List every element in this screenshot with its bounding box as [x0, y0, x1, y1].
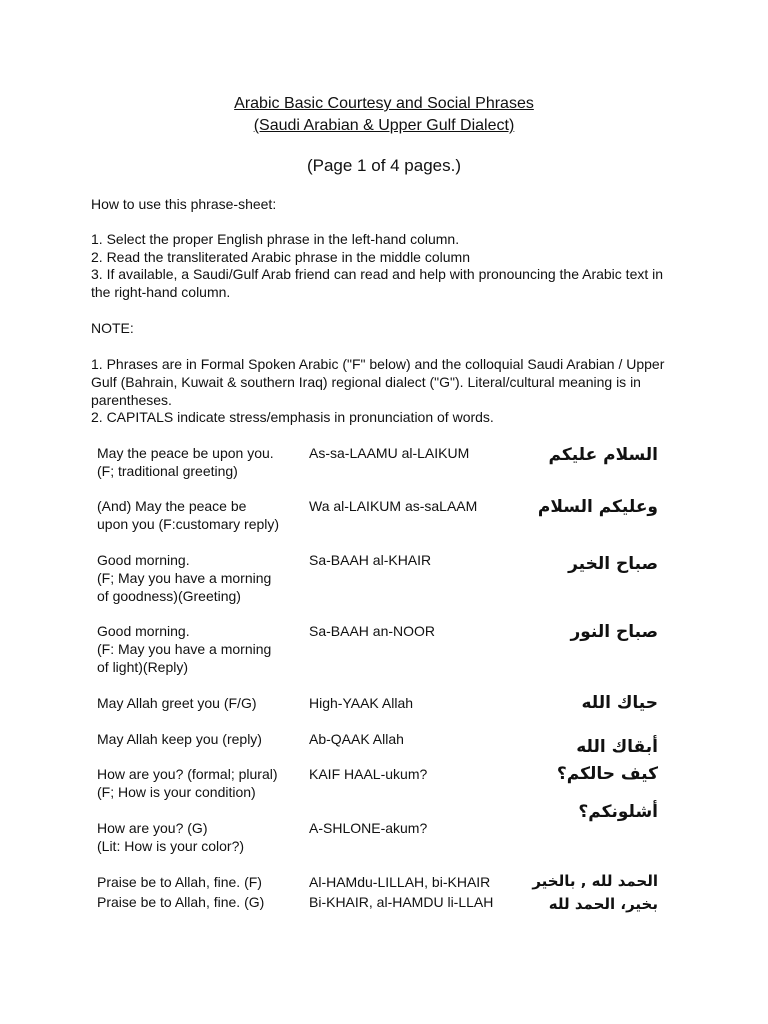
- instruction-step: 3. If available, a Saudi/Gulf Arab friend can read and help with pronouncing the Arabic text in the right-hand column.: [91, 266, 664, 300]
- english-phrase: Good morning.: [97, 623, 190, 639]
- english-phrase-note: upon you (F:customary reply): [97, 516, 280, 532]
- instruction-step: 1. Select the proper English phrase in the left-hand column.: [91, 231, 460, 247]
- arabic-text: كيف حالكم؟: [556, 764, 658, 784]
- english-phrase: May Allah keep you (reply): [97, 731, 262, 747]
- english-phrase-note: (Lit: How is your color?): [97, 838, 245, 854]
- arabic-text: صباح الخير: [568, 554, 658, 574]
- note-item: 2. CAPITALS indicate stress/emphasis in pronunciation of words.: [91, 409, 494, 425]
- transliteration: High-YAAK Allah: [309, 695, 414, 711]
- transliteration: As-sa-LAAMU al-LAIKUM: [309, 445, 470, 461]
- arabic-text: الحمد لله , بالخير: [532, 872, 658, 890]
- english-phrase-note: (F: May you have a morning: [97, 641, 272, 657]
- transliteration: Al-HAMdu-LILLAH, bi-KHAIR: [309, 874, 491, 890]
- arabic-text: صباح النور: [570, 622, 658, 642]
- document-subtitle: (Saudi Arabian & Upper Gulf Dialect): [253, 117, 515, 134]
- page-indicator: (Page 1 of 4 pages.): [306, 156, 462, 175]
- instruction-step: 2. Read the transliterated Arabic phrase in the middle column: [91, 249, 470, 265]
- transliteration: Bi-KHAIR, al-HAMDU li-LLAH: [309, 894, 494, 910]
- arabic-text: وعليكم السلام: [537, 497, 658, 517]
- english-phrase-note: (F; May you have a morning: [97, 570, 272, 586]
- transliteration: A-SHLONE-akum?: [309, 820, 428, 836]
- english-phrase: (And) May the peace be: [97, 498, 247, 514]
- note-item: 1. Phrases are in Formal Spoken Arabic ("F" below) and the colloquial Saudi Arabian / Upper Gulf (Bahrain, Kuwait & southern Iraq) regional dialect ("G"). Literal/cultural meaning is in parentheses.: [91, 356, 665, 408]
- english-phrase: May Allah greet you (F/G): [97, 695, 257, 711]
- transliteration: Sa-BAAH al-KHAIR: [309, 552, 432, 568]
- english-phrase: May the peace be upon you.: [97, 445, 274, 461]
- arabic-text: أبقاك الله: [576, 737, 658, 757]
- english-phrase: How are you? (G): [97, 820, 208, 836]
- english-phrase: Good morning.: [97, 552, 190, 568]
- transliteration: Sa-BAAH an-NOOR: [309, 623, 436, 639]
- arabic-text: السلام عليكم: [548, 445, 658, 465]
- transliteration: KAIF HAAL-ukum?: [309, 766, 428, 782]
- english-phrase: How are you? (formal; plural): [97, 766, 278, 782]
- english-phrase-note: of goodness)(Greeting): [97, 588, 241, 604]
- arabic-text: حياك الله: [581, 693, 658, 713]
- arabic-text: أشلونكم؟: [578, 802, 658, 822]
- transliteration: Wa al-LAIKUM as-saLAAM: [309, 498, 478, 514]
- english-phrase: Praise be to Allah, fine. (F): [97, 874, 262, 890]
- english-phrase-note: (F; traditional greeting): [97, 463, 238, 479]
- english-phrase: Praise be to Allah, fine. (G): [97, 894, 265, 910]
- arabic-text: بخير، الحمد لله: [548, 895, 658, 913]
- note-heading: NOTE:: [91, 320, 134, 336]
- transliteration: Ab-QAAK Allah: [309, 731, 404, 747]
- document-title: Arabic Basic Courtesy and Social Phrases: [234, 95, 534, 112]
- english-phrase-note: (F; How is your condition): [97, 784, 256, 800]
- english-phrase-note: of light)(Reply): [97, 659, 189, 675]
- how-to-heading: How to use this phrase-sheet:: [91, 196, 277, 212]
